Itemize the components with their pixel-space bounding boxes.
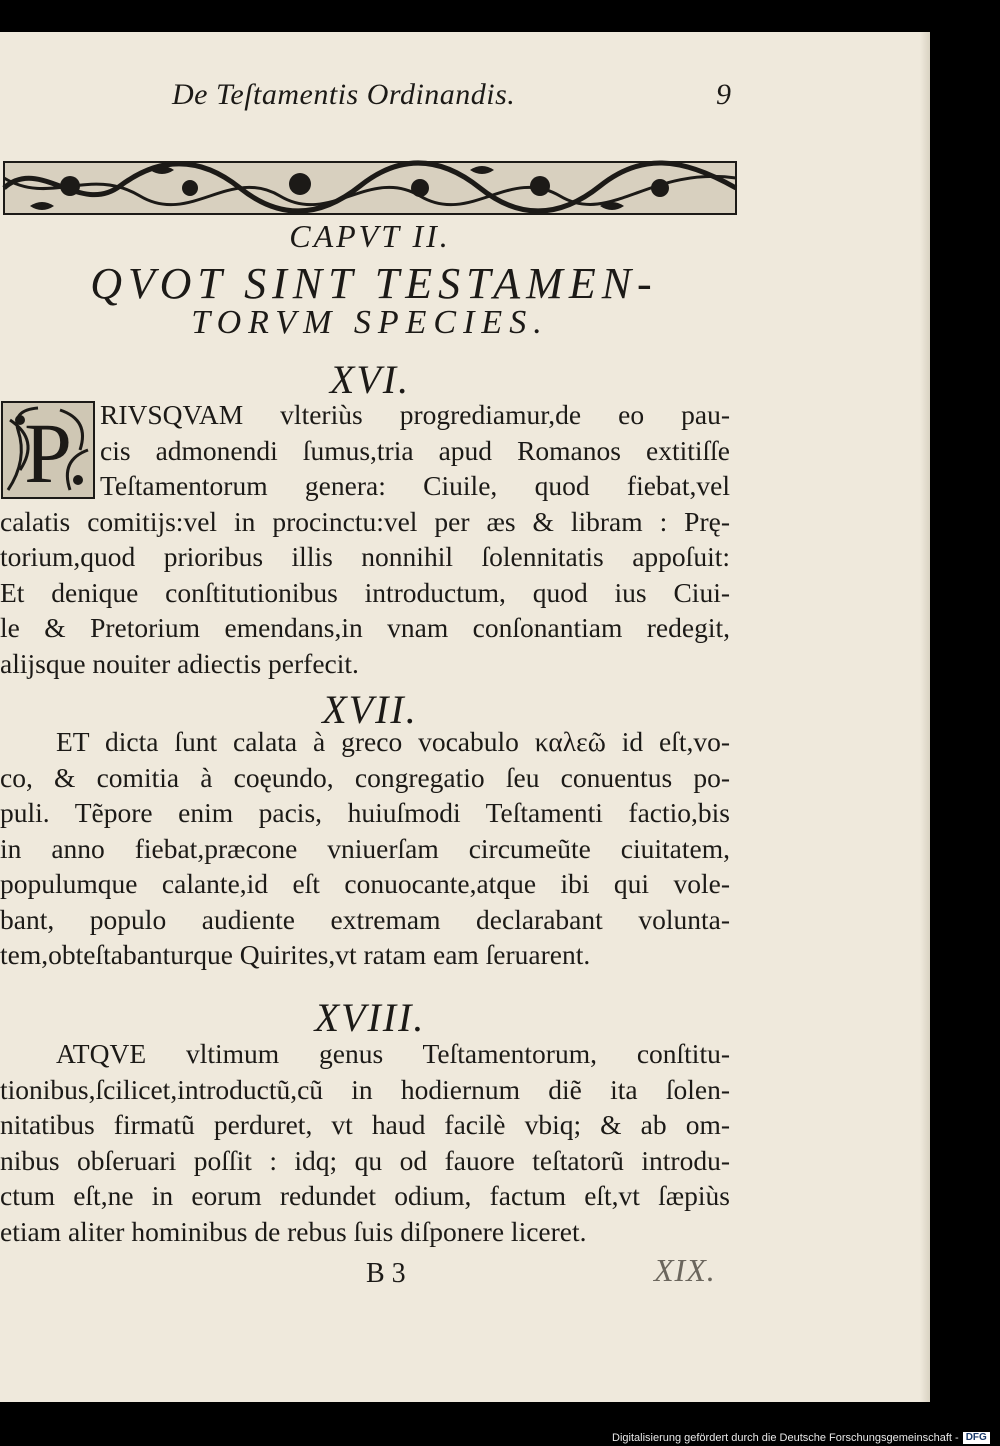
text-line: nibus obſeruari poſſit : idq; qu od fauore teſtatorũ introdu-: [0, 1144, 730, 1176]
text-line: in anno fiebat,præcone vniuerſam circumeũte ciuitatem,: [0, 832, 730, 864]
text-line: Et denique conſtitutionibus introductum, quod ius Ciui-: [0, 576, 730, 608]
text-line: ATQVE vltimum genus Teſtamentorum, conſtitu-: [56, 1038, 730, 1069]
text-line: torium,quod prioribus illis nonnihil ſolennitatis appoſuit:: [0, 541, 730, 572]
dfg-logo: DFG: [963, 1432, 990, 1444]
section-number-17: XVII.: [322, 687, 418, 732]
catchword: XIX.: [654, 1252, 716, 1288]
text-line: tem,obteſtabanturque Quirites,vt ratam eam ſeruarent.: [0, 939, 591, 970]
text-line: ctum eſt,ne in eorum redundet odium, factum eſt,vt ſæpiùs: [0, 1180, 730, 1211]
text-line: bant, populo audiente extremam declarabant volunta-: [0, 903, 730, 935]
text-line: cis admonendi ſumus,tria apud Romanos extitiſſe: [100, 434, 730, 466]
page-number: 9: [716, 78, 731, 111]
signature-mark: B 3: [366, 1258, 406, 1289]
text-line: etiam aliter hominibus de rebus ſuis diſponere liceret.: [0, 1215, 587, 1247]
section-18-text: [0, 1036, 730, 1249]
text-line: populumque calante,id eſt conuocante,atque ibi qui vole-: [0, 868, 730, 899]
chapter-title-line-2: TORVM SPECIES.: [191, 304, 549, 341]
running-title: De Teſtamentis Ordinandis.: [172, 78, 516, 111]
drop-cap-letter: P: [24, 405, 72, 500]
funding-footer: [612, 1430, 1000, 1446]
text-line: ET dicta ſunt calata à greco vocabulo καλεῶ id eſt,vo-: [56, 726, 730, 757]
book-page: [0, 32, 930, 1402]
text-line: nitatibus firmatũ perduret, vt haud facilè vbiq; & ab om-: [0, 1109, 730, 1140]
floral-ornament-band: [0, 126, 740, 218]
text-line: puli. Tẽpore enim pacis, huiuſmodi Teſtamenti factio,bis: [0, 797, 730, 828]
text-line: co, & comitia à coęundo, congregatio ſeu conuentus po-: [0, 761, 730, 793]
text-line: le & Pretorium emendans,in vnam conſonantiam redegit,: [0, 612, 730, 643]
text-line: Teſtamentorum genera: Ciuile, quod fiebat,vel: [100, 470, 730, 501]
funding-text: Digitalisierung gefördert durch die Deutsche Forschungsgemeinschaft -: [612, 1432, 959, 1444]
section-number-16: XVI.: [329, 357, 411, 402]
chapter-number: CAPVT II.: [289, 218, 451, 254]
section-16-text: [0, 397, 730, 681]
running-head: [0, 78, 740, 118]
text-line: alijsque nouiter adiectis perfecit.: [0, 647, 359, 679]
chapter-title-line-1: QVOT SINT TESTAMEN-: [90, 259, 658, 308]
text-line: calatis comitijs:vel in procinctu:vel per æs & libram : Prę-: [0, 505, 730, 537]
text-line: tionibus,ſcilicet,introductũ,cũ in hodiernum diẽ ita ſolen-: [0, 1073, 730, 1105]
text-line: RIVSQVAM vlteriùs progrediamur,de eo pau-: [100, 399, 730, 430]
section-17-text: [0, 724, 730, 973]
section-number-18: XVIII.: [314, 995, 426, 1040]
